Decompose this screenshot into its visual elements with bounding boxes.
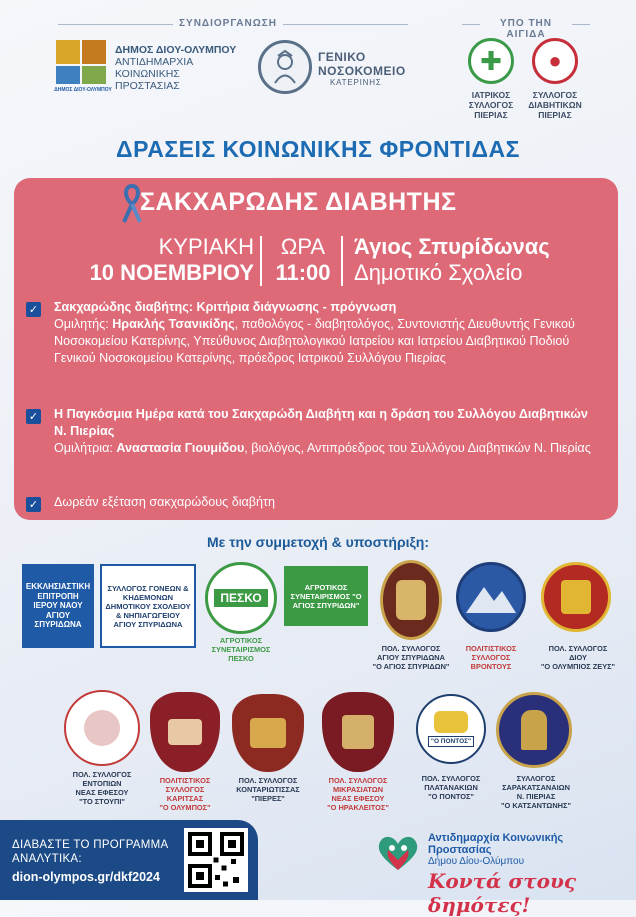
vrontou-emblem (456, 562, 526, 632)
program-item-3: Δωρεάν εξέταση σακχαρώδους διαβήτη (54, 495, 276, 509)
coorg-line-right (283, 24, 408, 25)
item-2-body (54, 440, 594, 457)
coorg-label: ΣΥΝΔΙΟΡΓΑΝΩΣΗ (179, 18, 277, 29)
event-place-block (354, 234, 594, 286)
heart-people-icon (376, 832, 420, 872)
caption-line: ΝΕΑΣ ΕΦΕΣΟΥ (331, 794, 385, 803)
footer-read-line1: ΔΙΑΒΑΣΤΕ ΤΟ ΠΡΟΓΡΑΜΜΑ (12, 839, 169, 851)
social-protection-logo (376, 832, 420, 872)
diabetes-society-caption (520, 90, 590, 120)
kontariotissa-caption (222, 776, 314, 803)
footer-read-line2: ΑΝΑΛΥΤΙΚΑ: (12, 853, 82, 865)
item-1-body (54, 316, 614, 367)
pesko-logo-text: ΠΕΣΚΟ (214, 589, 267, 607)
blood-drop-icon: ● (548, 48, 562, 73)
caption-line: "Ο ΗΡΑΚΛΕΙΤΟΣ" (327, 803, 389, 812)
caption-line: ΠΟΛ. ΣΥΛΛΟΓΟΣ (548, 644, 608, 653)
agios-spyridon-caption (364, 644, 458, 671)
medical-caption-2: ΣΥΛΛΟΓΟΣ (468, 100, 514, 110)
medical-cross-icon: ✚ (480, 46, 502, 76)
hospital-line3: ΚΑΤΕΡΙΝΗΣ (330, 78, 382, 87)
olympios-zeus-emblem (541, 562, 611, 632)
pontos-caption (404, 774, 498, 801)
hospital-emblem-icon (270, 50, 300, 84)
dimos-line3: ΚΟΙΝΩΝΙΚΗΣ (115, 68, 180, 80)
item-1-speaker-label: Ομιλητής: (54, 317, 113, 331)
caption-line: Ν. ΠΙΕΡΙΑΣ (516, 792, 556, 801)
medical-caption-1: ΙΑΤΡΙΚΟΣ (471, 90, 511, 100)
pesko-logo (205, 562, 277, 634)
event-time-label: ΩΡΑ (280, 234, 326, 259)
caption-line: "Ο ΑΓΙΟΣ ΣΠΥΡΙΔΩΝ" (372, 662, 450, 671)
dimos-line4: ΠΡΟΣΤΑΣΙΑΣ (115, 80, 180, 92)
caption-line: ΠΛΑΤΑΝΑΚΙΩΝ (424, 783, 478, 792)
dimos-logo (54, 40, 112, 102)
medical-society-logo (468, 38, 514, 84)
medical-caption-3: ΠΙΕΡΙΑΣ (474, 110, 508, 120)
program-item-1 (54, 299, 614, 367)
caption-line: ΠΟΛ. ΣΥΛΛΟΓΟΣ (72, 770, 132, 779)
separator-1 (260, 236, 262, 286)
qr-code-icon (188, 832, 244, 888)
dimos-logo-caption: ΔΗΜΟΣ ΔΙΟΥ-ΟΛΥΜΠΟΥ (54, 87, 112, 93)
vrontou-caption (446, 644, 536, 671)
item-1-speaker: Ηρακλής Τσανικίδης (112, 317, 235, 331)
qr-code[interactable] (184, 828, 248, 892)
olympios-zeus-caption (530, 644, 626, 671)
caption-line: ΣΥΛΛΟΓΟΣ (516, 774, 556, 783)
supporter-church-committee: ΕΚΚΛΗΣΙΑΣΤΙΚΗ ΕΠΙΤΡΟΠΗ ΙΕΡΟΥ ΝΑΟΥ ΑΓΙΟΥ ΣΠΥΡΙΔΩΝΑ (22, 564, 94, 648)
event-time-block (268, 234, 338, 286)
caption-line: ΕΝΤΟΠΙΩΝ (82, 779, 122, 788)
caption-line: ΚΟΝΤΑΡΙΩΤΙΣΣΑΣ (236, 785, 300, 794)
footer-right-line1: Αντιδημαρχία Κοινωνικής Προστασίας (428, 832, 564, 856)
agios-spyridon-emblem (380, 560, 442, 640)
caption-line: "Ο ΚΑΤΣΑΝΤΩΝΗΣ" (501, 801, 571, 810)
mountain-icon (466, 579, 516, 615)
dimos-name: ΔΗΜΟΣ ΔΙΟΥ-ΟΛΥΜΠΟΥ (115, 44, 237, 56)
caption-line: "Ο ΟΛΥΜΠΟΣ" (159, 803, 211, 812)
event-name: ΣΑΚΧΑΡΩΔΗΣ ΔΙΑΒΗΤΗΣ (140, 188, 457, 216)
item-2-desc: , βιολόγος, Αντιπρόεδρος του Συλλόγου Διαβητικών Ν. Πιερίας (244, 441, 591, 455)
irakleitos-caption (312, 776, 404, 812)
pontos-emblem (416, 694, 486, 764)
event-time: 11:00 (275, 260, 331, 285)
karitsa-pennant (150, 692, 220, 772)
diabetes-society-logo (532, 38, 578, 84)
item-2-speaker-label: Ομιλήτρια: (54, 441, 117, 455)
caption-line: ΣΥΛΛΟΓΟΣ (471, 653, 511, 662)
stoupi-emblem (64, 690, 140, 766)
caption-line: ΠΟΛ. ΣΥΛΛΟΓΟΣ (421, 774, 481, 783)
event-day: ΚΥΡΙΑΚΗ (158, 234, 254, 259)
caption-line: ΠΟΛΙΤΙΣΤΙΚΟΣ (465, 644, 517, 653)
coorg-line-left (58, 24, 173, 25)
irakleitos-pennant (322, 692, 394, 772)
hospital-line1: ΓΕΝΙΚΟ (318, 50, 366, 64)
caption-line: ΣΥΛΛΟΓΟΣ (165, 785, 205, 794)
supporter-parents-association: ΣΥΛΛΟΓΟΣ ΓΟΝΕΩΝ & ΚΗΔΕΜΟΝΩΝ ΔΗΜΟΤΙΚΟΥ ΣΧΟΛΕΙΟΥ & ΝΗΠΙΑΓΩΓΕΙΟΥ ΑΓΙΟΥ ΣΠΥΡΙΔΩΝΑ (100, 564, 196, 648)
sarakatsanaioi-emblem (496, 692, 572, 768)
page-title: ΔΡΑΣΕΙΣ ΚΟΙΝΩΝΙΚΗΣ ΦΡΟΝΤΙΔΑΣ (116, 136, 520, 162)
item-1-desc: , παθολόγος - διαβητολόγος, Συντονιστής Διευθυντής Γενικού Νοσοκομείου Κατερίνης, Υπεύθυνος Διαβητολογικού Ιατρείου και Ιατρείου Διαβητικού Ποδιού Γενικού Νοσοκομείου Κατερίνης, πρόεδρος Ιατρικού Συλλόγου Πιερίας (54, 317, 575, 365)
caption-line: ΠΟΛΙΤΙΣΤΙΚΟΣ (159, 776, 211, 785)
caption-line: ΚΑΡΙΤΣΑΣ (166, 794, 204, 803)
event-day-date (54, 234, 254, 286)
caption-line: ΠΟΛ. ΣΥΛΛΟΓΟΣ (328, 776, 388, 785)
caption-line: ΜΙΚΡΑΣΙΑΤΩΝ (332, 785, 384, 794)
caption-line: ΠΟΛ. ΣΥΛΛΟΓΟΣ (238, 776, 298, 785)
check-icon: ✓ (26, 409, 41, 424)
caption-line: ΣΑΡΑΚΑΤΣΑΝΑΙΩΝ (502, 783, 570, 792)
stoupi-caption (54, 770, 150, 806)
item-1-title: Σακχαρώδης διαβήτης: Κριτήρια διάγνωσης - πρόγνωση (54, 300, 397, 314)
hospital-text (318, 50, 428, 87)
diabetes-caption-3: ΠΙΕΡΙΑΣ (538, 110, 572, 120)
item-2-title: Η Παγκόσμια Ημέρα κατά του Σακχαρώδη Διαβήτη και η δράση του Συλλόγου Διαβητικών Ν. Πιερίας (54, 407, 588, 438)
aegis-label: ΥΠΟ ΤΗΝ ΑΙΓΙΔΑ (500, 18, 552, 40)
separator-2 (341, 236, 343, 286)
dimos-line2: ΑΝΤΙΔΗΜΑΡΧΙΑ (115, 56, 194, 68)
pontos-logo-text: "Ο ΠΟΝΤΟΣ" (428, 736, 474, 747)
event-place: Δημοτικό Σχολείο (354, 260, 523, 285)
diabetes-caption-2: ΔΙΑΒΗΤΙΚΩΝ (528, 100, 582, 110)
caption-line: ΝΕΑΣ ΕΦΕΣΟΥ (75, 788, 129, 797)
caption-line: "Ο ΟΛΥΜΠΙΟΣ ΖΕΥΣ" (540, 662, 616, 671)
kontariotissa-pennant (232, 694, 304, 772)
event-date: 10 ΝΟΕΜΒΡΙΟΥ (89, 260, 254, 285)
sarakatsanaioi-caption (486, 774, 586, 810)
supporter-agios-spyridon-coop: ΑΓΡΟΤΙΚΟΣ ΣΥΝΕΤΑΙΡΙΣΜΟΣ "Ο ΑΓΙΟΣ ΣΠΥΡΙΔΩΝ" (284, 566, 368, 626)
pesko-caption: ΑΓΡΟΤΙΚΟΣ ΣΥΝΕΤΑΙΡΙΣΜΟΣ ΠΕΣΚΟ (211, 636, 271, 663)
footer-right-line2: Δήμου Δίου-Ολύμπου (428, 856, 525, 867)
footer-slogan: Κοντά στους δημότες! (428, 869, 577, 917)
caption-line: "ΤΟ ΣΤΟΥΠΙ" (79, 797, 125, 806)
item-2-speaker: Αναστασία Γιουμίδου (116, 441, 245, 455)
support-title: Με την συμμετοχή & υποστήριξη: (207, 534, 429, 550)
footer-program-box (0, 820, 258, 900)
caption-line: ΑΓΙΟΥ ΣΠΥΡΙΔΩΝΑ (377, 653, 445, 662)
caption-line: "Ο ΠΟΝΤΟΣ" (428, 792, 474, 801)
hospital-line2: ΝΟΣΟΚΟΜΕΙΟ (318, 64, 406, 78)
aegis-line-right (572, 24, 590, 25)
check-icon: ✓ (26, 302, 41, 317)
check-icon: ✓ (26, 497, 41, 512)
dimos-text (115, 44, 275, 92)
karitsa-caption (140, 776, 230, 812)
event-place-bold: Άγιος Σπυρίδωνας (354, 234, 550, 259)
medical-society-caption (456, 90, 526, 120)
program-item-2 (54, 406, 594, 457)
caption-line: ΒΡΟΝΤΟΥΣ (470, 662, 512, 671)
hospital-logo (258, 40, 312, 94)
diabetes-caption-1: ΣΥΛΛΟΓΟΣ (532, 90, 578, 100)
aegis-line-left (462, 24, 480, 25)
caption-line: ΔΙΟΥ (569, 653, 587, 662)
caption-line: "ΠΙΕΡΕΣ" (251, 794, 285, 803)
caption-line: ΠΟΛ. ΣΥΛΛΟΓΟΣ (381, 644, 441, 653)
program-url-link[interactable]: dion-olympos.gr/dkf2024 (12, 870, 160, 884)
footer-right (428, 832, 628, 917)
